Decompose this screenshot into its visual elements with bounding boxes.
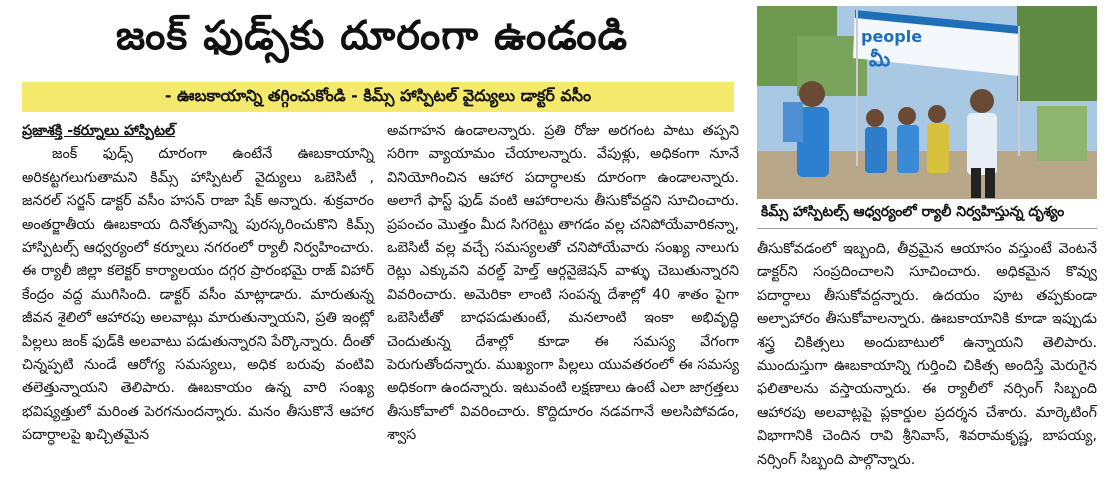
banner-subtext: మీ xyxy=(869,47,891,71)
column-1-body xyxy=(22,120,374,448)
column-1-text: జంక్ ఫుడ్స్ దూరంగా ఉంటేనే ఊబకాయాన్ని అరికట్టగలుగుతామని కిమ్స్ హాస్పిటల్ వైద్యులు ఒబెసిటీ , జనరల్ సర్జన్ డాక్టర్ వసీం హసన్ రాజా షేక్ అన్నారు. శుక్రవారం అంతర్జాతీయ ఊబకాయ దినోత్సవాన్ని పురస్కరించుకొని కిమ్స్ హాస్పిటల్స్ ఆధ్వర్యంలో కర్నూలు నగరంలో ర్యాలీ నిర్వహించారు. ఈ ర్యాలీ జిల్లా కలెక్టర్ కార్యాలయం దగ్గర ప్రారంభమై రాజ్ విహార్ కేంద్రం వద్ద ముగిసింది. డాక్టర్ వసీం మాట్లాడారు. మారుతున్న జీవన శైలిలో ఆహారపు అలవాట్లు మారుతున్నాయని, ప్రతి ఇంట్లో పిల్లలు జంక్ ఫుడ్‌కి అలవాటు పడుతున్నారని పేర్కొన్నారు. దీంతో చిన్నప్పటి నుండే ఆరోగ్య సమస్యలు, అధిక బరువు వంటివి తలెత్తున్నాయని తెలిపారు. ఊబకాయం ఉన్న వారి సంఖ్య భవిష్యత్తులో మరింత పెరగనుందన్నారు. మనం తీసుకొనే ఆహార పదార్ధాలపై ఖచ్చితమైన xyxy=(22,146,374,444)
article-column-1 xyxy=(22,120,374,448)
rally-photo-illustration xyxy=(757,6,1097,199)
article-column-3 xyxy=(757,238,1097,472)
article-subheadline: - ఊబకాయాన్ని తగ్గించుకోండి - కిమ్స్ హాస్పిటల్ వైద్యులు డాక్టర్ వసీం xyxy=(22,82,734,112)
column-2-text: అవగాహన ఉండాలన్నారు. ప్రతి రోజు అరగంట పాటు తప్పని సరిగా వ్యాయామం చేయాలన్నారు. వేపుళ్లు, అధికంగా నూనే వినియోగించిన ఆహార పదార్ధాలకు దూరంగా ఉండాలన్నారు. అలాగే ఫాస్ట్ ఫుడ్ వంటి ఆహారాలను తీసుకోవద్దని సూచించారు. ప్రపంచం మొత్తం మీద సిగరెట్టు తాగడం వల్ల చనిపోయేవారికన్నా, ఒబెసిటీ వల్ల వచ్చే సమస్యలతో చనిపోయేవారు సంఖ్య నాలుగు రెట్లు ఎక్కువని వరల్డ్ హెల్త్ ఆర్గనైజెషన్ వాళ్ళు చెబుతున్నారని వివరించారు. అమెరికా లాంటి సంపన్న దేశాల్లో 40 శాతం పైగా ఒబెసిటీతో బాధపడుతుంటే, మనలాంటి ఇంకా అభివృద్ధి చెందుతున్న దేశాల్లో కూడా ఈ సమస్య వేగంగా పెరుగుతోందన్నారు. ముఖ్యంగా పిల్లలు యువతరంలో ఈ సమస్య అధికంగా ఉందన్నారు. ఇటువంటి లక్షణాలు ఉంటే ఎలా జాగ్రత్తలు తీసుకోవాలో వివరించారు. కొద్దిదూరం నడవగానే అలసిపోవడం, శ్వాస xyxy=(387,123,739,444)
article-column-2 xyxy=(387,120,739,448)
caption-divider xyxy=(757,228,1097,229)
banner-text: people xyxy=(861,27,923,46)
article-headline: జంక్ ఫుడ్స్‌కు దూరంగా ఉండండి xyxy=(115,13,629,59)
photo-caption: కిమ్స్ హాస్పిటల్స్ ఆధ్వర్యంలో ర్యాలీ నిర్వహిస్తున్న దృశ్యం xyxy=(761,203,1065,220)
article-byline: ప్రజాశక్తి -కర్నూలు హాస్పిటల్ xyxy=(22,123,176,139)
column-3-text: తీసుకోవడంలో ఇబ్బంది, తీవ్రమైన ఆయాసం వస్తుంటే వెంటనే డాక్టర్‌ని సంప్రదించాలని సూచించారు. అధికమైన కొవ్వు పదార్ధాలు తీసుకోవద్దన్నారు. ఉదయం పూట తప్పకుండా అల్పాహారం తీసుకోవాలన్నారు. ఊబకాయానికి కూడా ఇప్పుడు శస్త్ర చికిత్సలు అందుబాటులో ఉన్నాయని తెలిపారు. ముందుస్తుగా ఊబకాయాన్ని గుర్తించి చికిత్స అందిస్తే మెరుగైన ఫలితాలను వస్తాయన్నారు. ఈ ర్యాలీలో నర్సింగ్ సిబ్బంది ఆహారపు అలవాట్లపై ప్లకార్డుల ప్రదర్శన చేశారు. మార్కెటింగ్ విభాగానికి చెందిన రావి శ్రీనివాస్, శివరామకృష్ణ, బాపయ్య, నర్సింగ్ సిబ్బంది పాల్గొన్నారు. xyxy=(757,241,1097,468)
rally-photo xyxy=(757,6,1097,199)
